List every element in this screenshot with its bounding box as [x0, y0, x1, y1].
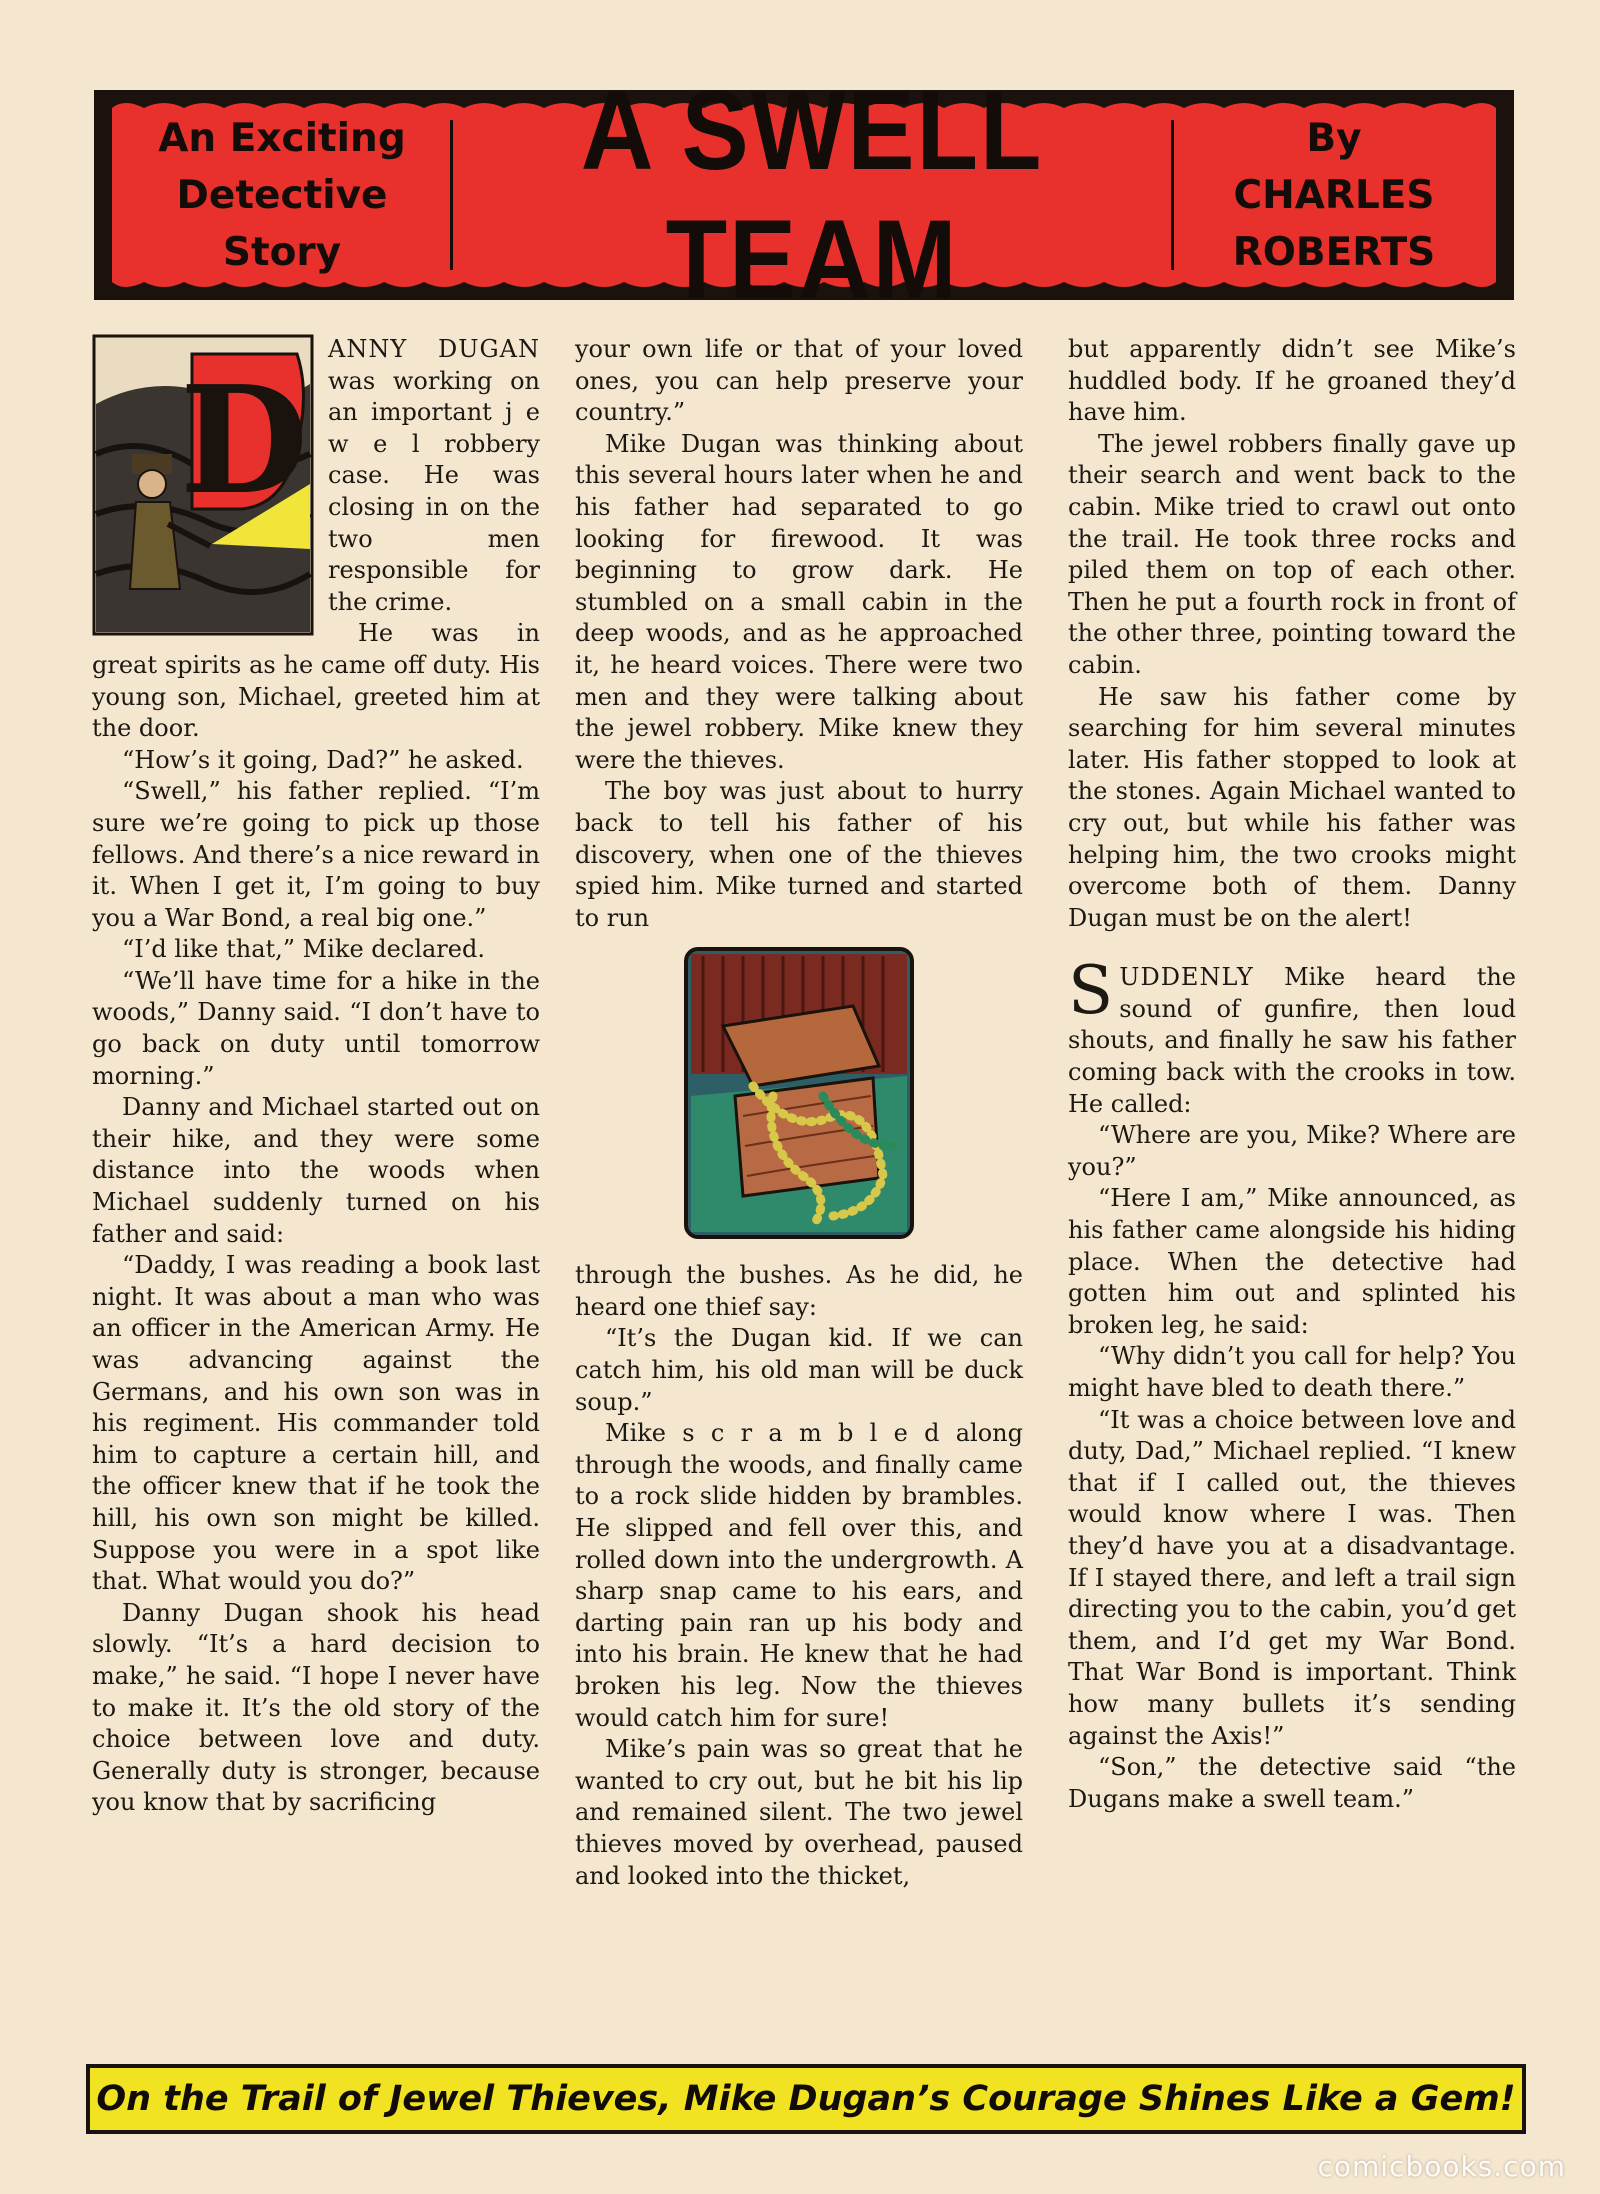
paragraph: “Where are you, Mike? Where are you?”: [1068, 1121, 1516, 1181]
paragraph: Mike Dugan was thinking about this several hours later when he and his father had separated to go looking for firewood. It was beginning to grow dark. He stumbled on a small cabin in the deep woods, and as he approached it, he heard voices. There were two men and they were talking about the jewel robbery. Mike knew they were the thieves.: [575, 429, 1023, 774]
title-banner: [84, 68, 1524, 322]
paragraph: “I’d like that,” Mike declared.: [122, 935, 485, 964]
paragraph: He saw his father come by searching for him several minutes later. His father stopped to look at the stones. Again Michael wanted to cry out, but while his father was helping him, the two crooks might overcome both of them. Danny Dugan must be on the alert!: [1068, 682, 1516, 932]
paragraph: your own life or that of your loved ones, you can help preserve your country.”: [575, 335, 1023, 427]
story-byline: [1174, 104, 1494, 286]
section-opening-text: Mike heard the sound of gunfire, then loud shouts, and finally he saw his father coming back with the crooks in tow. He called:: [1068, 963, 1516, 1118]
paragraph: “Swell,” his father replied. “I’m sure we’re going to pick up those fellows. And there’s a nice reward in it. When I get it, I’m going to buy you a War Bond, a real big one.”: [92, 777, 540, 932]
paragraph: but apparently didn’t see Mike’s huddled body. If he groaned they’d have him.: [1068, 335, 1516, 427]
text-column-2: [575, 334, 1023, 1892]
byline-line: CHARLES: [1233, 172, 1435, 218]
footer-tagline: On the Trail of Jewel Thieves, Mike Dugan’s Courage Shines Like a Gem!: [86, 2064, 1526, 2134]
section-break: [1068, 934, 1516, 962]
paragraph: Mike’s pain was so great that he wanted to cry out, but he bit his lip and remained silent. The two jewel thieves moved by overhead, paused and looked into the thicket,: [575, 1735, 1023, 1890]
paragraph: Danny Dugan shook his head slowly. “It’s a hard decision to make,” he said. “I hope I never have to make it. It’s the old story of the choice between love and duty. Generally duty is stronger, because you know that by sacrificing: [92, 1598, 540, 1817]
paragraph: “Why didn’t you call for help? You might have bled to death there.”: [1068, 1342, 1516, 1402]
drop-cap-letter: D: [179, 353, 309, 527]
kicker-line: Detective: [176, 172, 388, 218]
story-kicker: [114, 104, 450, 286]
paragraph: “It’s the Dugan kid. If we can catch him, his old man will be duck soup.”: [575, 1324, 1023, 1416]
paragraph: Mike s c r a m b l e d along through the woods, and finally came to a rock slide hidden by brambles. He slipped and fell over this, and rolled down into the undergrowth. A sharp snap came to his ears, and darting pain ran up his body and into his brain. He knew that he had broken his leg. Now the thieves would catch him for sure!: [575, 1419, 1023, 1732]
byline-line: By: [1306, 115, 1362, 161]
paragraph: He was in great spirits as he came off duty. His young son, Michael, greeted him at the door.: [92, 619, 540, 743]
paragraph: “Son,” the detective said “the Dugans make a swell team.”: [1068, 1753, 1516, 1813]
paragraph: “Here I am,” Mike announced, as his father came alongside his hiding place. When the detective had gotten him out and splinted his broken leg, he said:: [1068, 1184, 1516, 1339]
section-opening-word: UDDENLY: [1119, 963, 1254, 992]
paragraph: “We’ll have time for a hike in the woods,” Danny said. “I don’t have to go back on duty until tomorrow morning.”: [92, 966, 540, 1090]
kicker-line: Story: [222, 229, 342, 275]
paragraph: through the bushes. As he did, he heard one thief say:: [575, 1261, 1023, 1321]
byline-line: ROBERTS: [1232, 229, 1436, 275]
story-title: A SWELL TEAM: [580, 68, 1044, 322]
opening-words: ANNY DUGAN: [328, 335, 540, 363]
opening-text: was working on an important j e w e l robbery case. He was closing in on the two men responsible for the crime.: [328, 366, 540, 616]
paragraph: The jewel robbers finally gave up their search and went back to the cabin. Mike tried to crawl out onto the trail. He took three rocks and piled them on top of each other. Then he put a fourth rock in front of the other three, pointing toward the cabin.: [1068, 429, 1516, 679]
paragraph: “How’s it going, Dad?” he asked.: [122, 745, 524, 774]
text-column-1: [92, 334, 540, 1819]
drop-cap-illustration: [92, 334, 314, 636]
paragraph: [1068, 952, 1516, 1120]
detective-with-flashlight-illustration: [92, 334, 314, 636]
banner-divider: [450, 120, 453, 270]
paragraph: Danny and Michael started out on their hike, and they were some distance into the woods when Michael suddenly turned on his father and said:: [92, 1093, 540, 1248]
text-column-3: [1068, 334, 1516, 1815]
paragraph: “Daddy, I was reading a book last night. It was about a man who was an officer in the American Army. He was advancing against the Germans, and his own son was in his regiment. His commander told him to capture a certain hill, and the officer knew that if he took the hill, his own son might be killed. Suppose you were in a spot like that. What would you do?”: [92, 1251, 540, 1596]
section-initial: S: [1068, 952, 1114, 1030]
site-watermark: comicbooks.com: [1317, 2150, 1566, 2183]
treasure-chest-with-pearls-illustration: [683, 946, 915, 1240]
paragraph: The boy was just about to hurry back to tell his father of his discovery, when one of the thieves spied him. Mike turned and started to run: [575, 777, 1023, 932]
paragraph: “It was a choice between love and duty, Dad,” Michael replied. “I knew that if I called out, the thieves would know where I was. Then they’d have you at a disadvantage. If I stayed there, and left a trail sign directing you to the cabin, you’d get them, and I’d get my War Bond. That War Bond is important. Think how many bullets it’s sending against the Axis!”: [1068, 1405, 1516, 1750]
kicker-line: An Exciting: [158, 115, 406, 161]
